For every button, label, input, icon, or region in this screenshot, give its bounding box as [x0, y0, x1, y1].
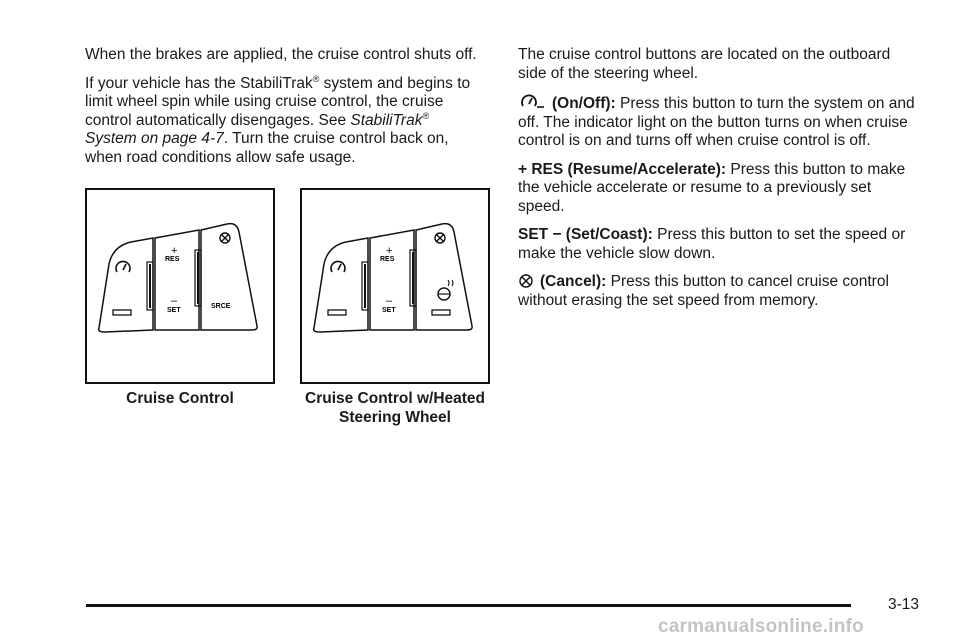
left-column [85, 46, 485, 177]
set-coast-paragraph [518, 226, 918, 263]
res-label: RES [380, 256, 395, 263]
indicator-light [113, 310, 131, 315]
stabilitrak-paragraph [85, 75, 485, 168]
cancel-paragraph [518, 273, 918, 310]
set-coast-description: Press this button to set the speed or make the vehicle slow down. [518, 226, 906, 262]
on-off-description: Press this button to turn the system on and off. The indicator light on the button turns on when cruise control is on and turns off when cruise control is off. [518, 95, 915, 149]
set-label: SET [382, 307, 396, 314]
set-coast-label: SET − (Set/Coast): [518, 226, 653, 243]
plus-label: + [386, 245, 393, 257]
indicator-light [328, 310, 346, 315]
resume-accelerate-paragraph [518, 161, 918, 217]
figure-caption: Cruise Control [126, 390, 234, 407]
resume-accelerate-label: + RES (Resume/Accelerate): [518, 160, 727, 178]
set-label: SET [167, 307, 181, 314]
right-column [518, 46, 918, 320]
cruise-control-figure [85, 188, 275, 384]
page-number: 3-13 [888, 596, 920, 613]
cruise-control-heated-wheel-figure [300, 188, 490, 384]
cruise-on-off-icon [518, 93, 546, 111]
srce-label: SRCE [211, 303, 231, 310]
on-off-paragraph [518, 93, 918, 151]
p2-end: . Turn the cruise control back on, when road conditions allow safe usage. [85, 130, 449, 166]
cruise-control-panel-illustration [87, 190, 273, 382]
footer-rule [86, 604, 851, 607]
p2-middle: system and begins to limit wheel spin while using cruise control, the cruise control automatically disengages. See [85, 74, 471, 129]
stabilitrak-reference-link[interactable]: StabiliTrak® System on page 4-7 [85, 110, 430, 147]
figure-caption: Cruise Control w/Heated Steering Wheel [305, 390, 485, 426]
plus-label: + [171, 245, 178, 257]
cancel-label: (Cancel): [540, 273, 607, 290]
p2-start: If your vehicle has the StabiliTrak [85, 74, 313, 92]
resume-accelerate-description: Press this button to make the vehicle accelerate or resume to a previously set speed. [518, 160, 906, 215]
minus-label: – [171, 295, 178, 307]
heated-indicator-light [432, 310, 450, 315]
buttons-location-paragraph: The cruise control buttons are located on the outboard side of the steering wheel. [518, 46, 891, 82]
cancel-description: Press this button to cancel cruise control without erasing the set speed from memory. [518, 273, 889, 309]
watermark: carmanualsonline.info [658, 616, 864, 637]
cancel-icon [518, 273, 534, 289]
cruise-control-heated-panel-illustration [302, 190, 488, 382]
registered-mark: ® [312, 73, 320, 84]
res-label: RES [165, 256, 180, 263]
minus-label: – [386, 295, 393, 307]
on-off-label: (On/Off): [552, 95, 616, 112]
brakes-paragraph: When the brakes are applied, the cruise control shuts off. [85, 46, 477, 63]
